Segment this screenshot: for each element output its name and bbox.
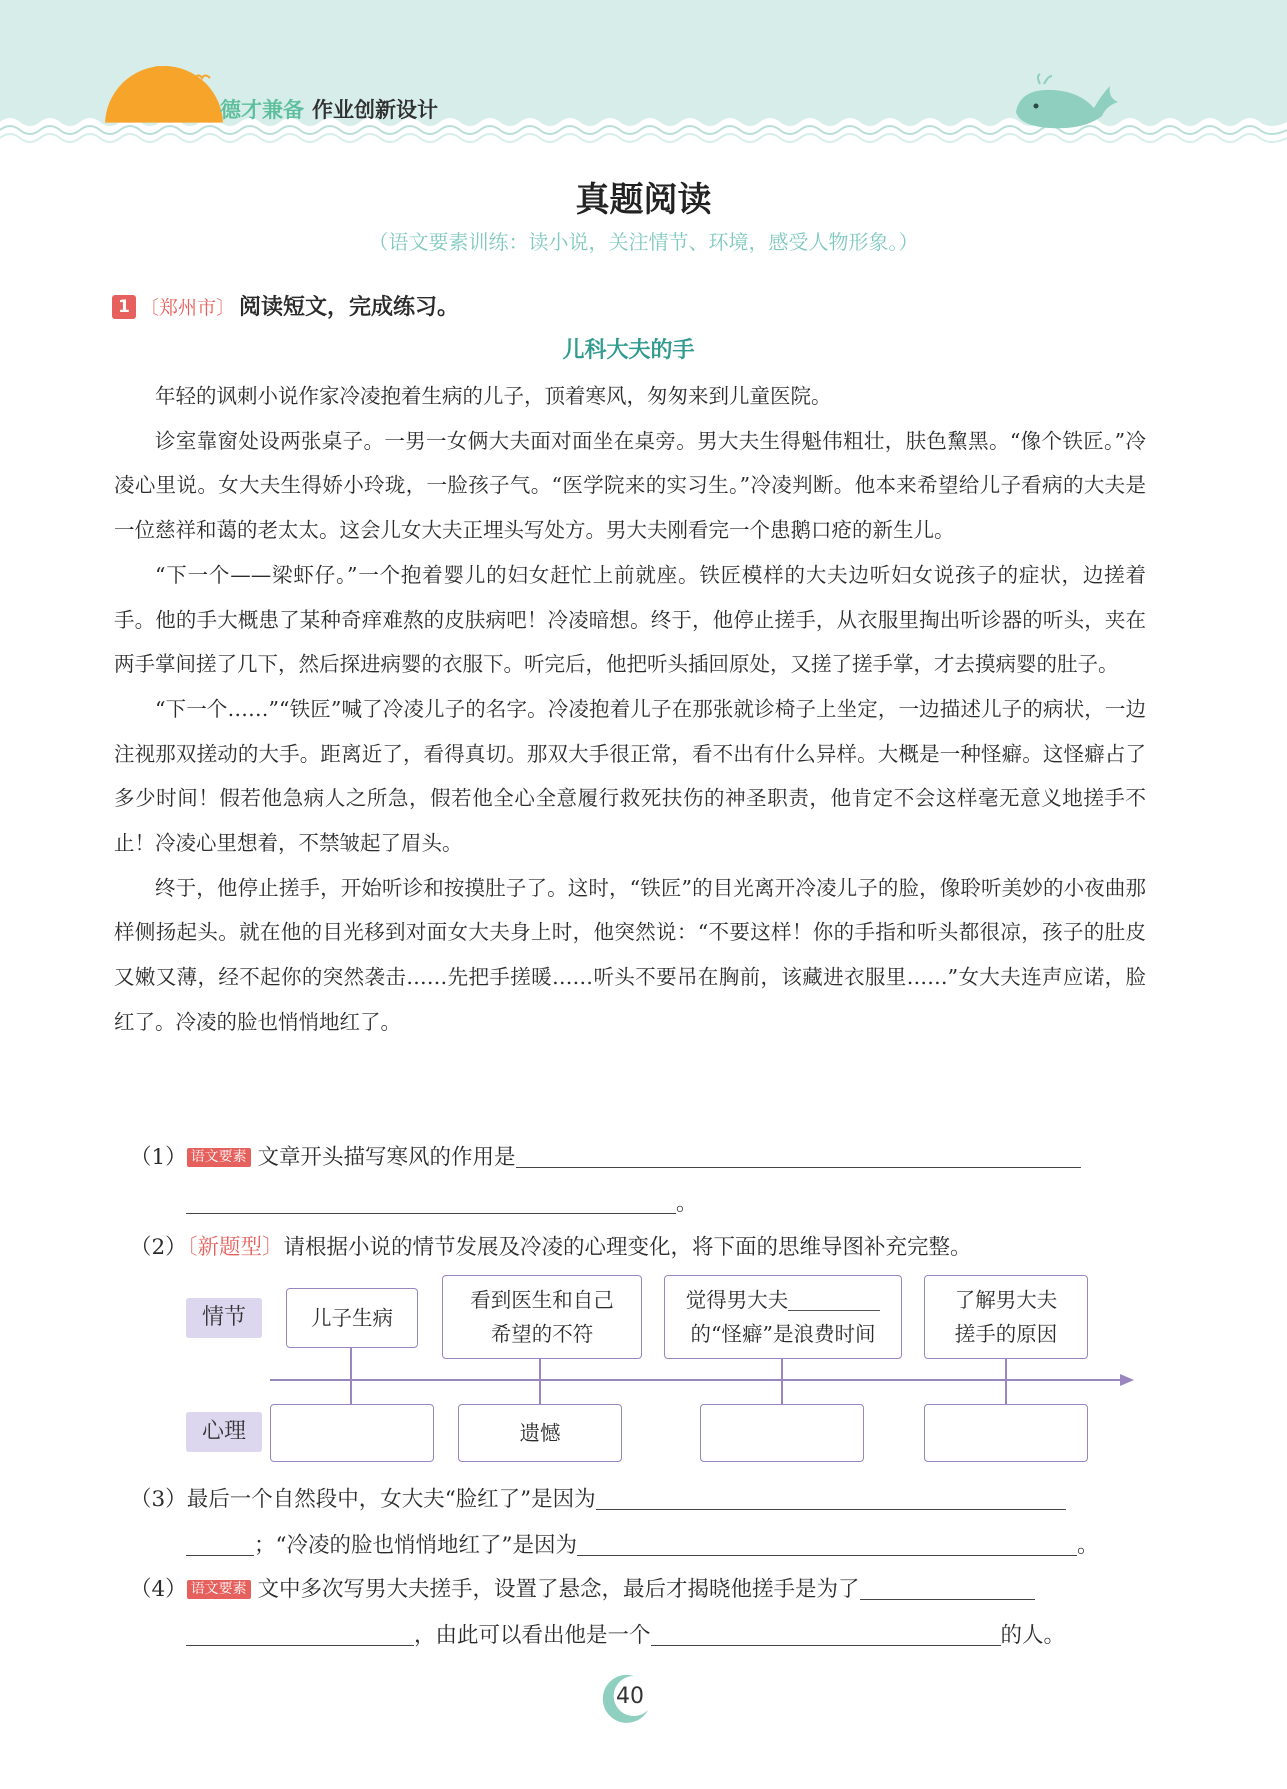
mind-box-2: 遗憾 xyxy=(458,1404,622,1462)
q3-answer-blank-1[interactable] xyxy=(596,1487,1066,1510)
q3-mid: ；“冷凌的脸也悄悄地红了”是因为 xyxy=(254,1533,577,1558)
q4-tag: 语文要素 xyxy=(187,1580,251,1599)
question-2 xyxy=(130,1230,971,1261)
q1-end: 。 xyxy=(676,1191,698,1216)
mind-box-1[interactable] xyxy=(270,1404,434,1462)
mind-box-3[interactable] xyxy=(700,1404,864,1462)
plot-label: 情节 xyxy=(186,1298,262,1338)
q3-answer-blank-3[interactable] xyxy=(577,1533,1077,1556)
paragraph: “下一个——梁虾仔。”一个抱着婴儿的妇女赶忙上前就座。铁匠模样的大夫边听妇女说孩子的症状，边搓着手。他的手大概患了某种奇痒难熬的皮肤病吧！冷凌暗想。终于，他停止搓手，从衣服里掏出听诊器的听头，夹在两手掌间搓了几下，然后探进病婴的衣服下。听完后，他把听头插回原处，又搓了搓手掌，才去摸病婴的肚子。 xyxy=(114,562,1146,677)
question-3 xyxy=(130,1482,1066,1513)
brand-title xyxy=(220,94,438,124)
plot-box-1 xyxy=(286,1288,418,1348)
question-1 xyxy=(130,1140,1081,1171)
plot-box-3-blank[interactable] xyxy=(788,1288,880,1311)
q2-source: 〔新题型〕 xyxy=(186,1235,284,1260)
plot-box-3-line-2: 的“怪癖”是浪费时间 xyxy=(690,1322,876,1346)
q3-text: 最后一个自然段中，女大夫“脸红了”是因为 xyxy=(186,1487,596,1512)
q4-answer-blank-1[interactable] xyxy=(860,1577,1035,1600)
brand-green: 德才兼备 xyxy=(220,98,304,122)
plot-box-2-line-2: 希望的不符 xyxy=(490,1322,594,1346)
page-number-badge xyxy=(600,1672,652,1724)
paragraph: 诊室靠窗处设两张桌子。一男一女俩大夫面对面坐在桌旁。男大夫生得魁伟粗壮，肤色黧黑。“像个铁匠。”冷凌心里说。女大夫生得娇小玲珑，一脸孩子气。“医学院来的实习生。”冷凌判断。他本来希望给儿子看病的大夫是一位慈祥和蔼的老太太。这会儿女大夫正埋头写处方。男大夫刚看完一个患鹅口疮的新生儿。 xyxy=(114,428,1146,543)
q1-answer-blank-1[interactable] xyxy=(516,1145,1081,1168)
plot-box-2-line-1: 看到医生和自己 xyxy=(470,1288,614,1312)
plot-box-4 xyxy=(924,1275,1088,1359)
mind-label: 心理 xyxy=(186,1412,262,1452)
question-number: 1 xyxy=(112,295,136,319)
question-instruction: 阅读短文，完成练习。 xyxy=(239,294,460,320)
page-title: 真题阅读 xyxy=(575,180,712,220)
paragraph: 终于，他停止搓手，开始听诊和按摸肚子了。这时，“铁匠”的目光离开冷凌儿子的脸，像聆听美妙的小夜曲那样侧扬起头。就在他的目光移到对面女大夫身上时，他突然说：“不要这样！你的手指和听头都很凉，孩子的肚皮又嫩又薄，经不起你的突然袭击……先把手搓暖……听头不要吊在胸前，该藏进衣服里……”女大夫连声应诺，脸红了。冷凌的脸也悄悄地红了。 xyxy=(114,875,1146,1034)
page-subtitle: （语文要素训练：读小说，关注情节、环境，感受人物形象。） xyxy=(368,230,919,254)
plot-box-2 xyxy=(442,1275,642,1359)
plot-box-4-line-2: 搓手的原因 xyxy=(954,1322,1058,1346)
plot-box-1-text: 儿子生病 xyxy=(311,1306,393,1330)
q3-end: 。 xyxy=(1076,1533,1099,1558)
q2-number: （2） xyxy=(130,1235,187,1260)
q3-number: （3） xyxy=(130,1487,187,1512)
story-title: 儿科大夫的手 xyxy=(562,338,695,363)
mind-box-4[interactable] xyxy=(924,1404,1088,1462)
page-number: 40 xyxy=(616,1684,644,1709)
birds-icon xyxy=(150,60,220,90)
q4-answer-blank-2[interactable] xyxy=(186,1623,414,1646)
q2-text: 请根据小说的情节发展及冷凌的心理变化，将下面的思维导图补充完整。 xyxy=(283,1235,972,1260)
question-4 xyxy=(130,1572,1035,1603)
paragraph: “下一个……”“铁匠”喊了冷凌儿子的名字。冷凌抱着儿子在那张就诊椅子上坐定，一边描述儿子的病状，一边注视那双搓动的大手。距离近了，看得真切。那双大手很正常，看不出有什么异样。大概是一种怪癖。这怪癖占了多少时间！假若他急病人之所急，假若他全心全意履行救死扶伤的神圣职责，他肯定不会这样毫无意义地搓手不止！冷凌心里想着，不禁皱起了眉头。 xyxy=(114,696,1146,856)
q4-answer-blank-3[interactable] xyxy=(651,1623,1001,1646)
q4-number: （4） xyxy=(130,1577,187,1602)
question-source: 〔郑州市〕 xyxy=(140,297,236,319)
q4-text: 文中多次写男大夫搓手，设置了悬念，最后才揭晓他搓手是为了 xyxy=(257,1577,860,1602)
paragraph: 年轻的讽刺小说作家冷凌抱着生病的儿子，顶着寒风，匆匆来到儿童医院。 xyxy=(155,384,832,408)
q1-tag: 语文要素 xyxy=(187,1148,251,1167)
question-1-line-2 xyxy=(186,1186,698,1217)
question-4-line-2 xyxy=(186,1618,1065,1649)
question-heading xyxy=(112,290,459,321)
whale-icon xyxy=(1010,72,1122,134)
q4-end: 的人。 xyxy=(1000,1623,1066,1648)
brand-black: 作业创新设计 xyxy=(312,98,438,122)
q1-number: （1） xyxy=(130,1145,187,1170)
q1-text: 文章开头描写寒风的作用是 xyxy=(257,1145,516,1170)
q3-answer-blank-2[interactable] xyxy=(186,1533,254,1556)
plot-box-4-line-1: 了解男大夫 xyxy=(954,1288,1058,1312)
plot-box-3-line-1: 觉得男大夫 xyxy=(665,1283,901,1317)
q1-answer-blank-2[interactable] xyxy=(186,1191,676,1214)
reading-passage xyxy=(114,374,1146,1045)
question-3-line-2 xyxy=(186,1528,1099,1559)
q4-mid: ，由此可以看出他是一个 xyxy=(414,1623,651,1648)
plot-box-3 xyxy=(664,1275,902,1359)
